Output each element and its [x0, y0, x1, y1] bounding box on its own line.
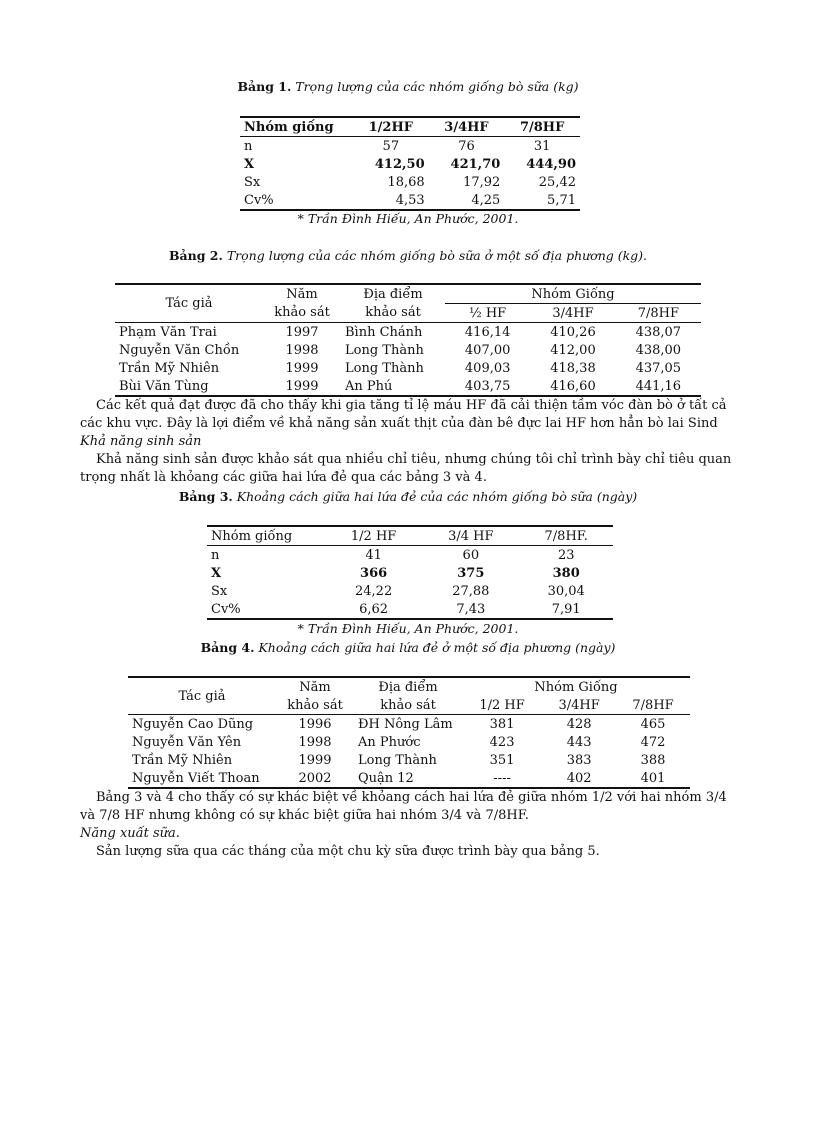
table-cell: 403,75 — [464, 378, 511, 394]
table4-header-group: Nhóm Giống — [534, 679, 618, 695]
table-cell: 416,14 — [464, 324, 511, 340]
table3-caption — [0, 489, 816, 504]
table-row — [207, 546, 613, 565]
table4-header-year: Năm — [299, 679, 331, 695]
table-cell: 441,16 — [635, 378, 682, 394]
table-cell: 410,26 — [550, 324, 596, 340]
table-row — [240, 173, 580, 191]
table-cell: 2002 — [298, 770, 332, 786]
table-cell: Long Thành — [345, 342, 424, 358]
table-cell: Nguyễn Viết Thoan — [132, 770, 260, 786]
table1-caption-text: Trọng lượng của các nhóm giống bò sữa (kg) — [295, 79, 579, 94]
table3-source: * Trần Đình Hiếu, An Phước, 2001. — [297, 621, 519, 636]
table2-header-year: Năm — [286, 286, 318, 302]
table-row — [128, 715, 690, 734]
table-row — [240, 137, 580, 156]
table-row — [115, 323, 701, 342]
table-cell: 351 — [489, 752, 515, 768]
table-cell: 381 — [489, 716, 515, 732]
table-row — [207, 600, 613, 619]
table2-caption-label: Bảng 2. — [168, 248, 223, 263]
table-cell: 30,04 — [547, 583, 585, 599]
table4-header-sub: 3/4HF — [558, 697, 600, 713]
table-row — [207, 582, 613, 600]
paragraph-line: Bảng 3 và 4 cho thấy có sự khác biệt về khỏang cách hai lứa đẻ giữa nhóm 1/2 với hai nhóm 3/4 — [96, 790, 727, 805]
table-cell: 76 — [458, 138, 475, 154]
table4-header-sub: 7/8HF — [632, 697, 674, 713]
table2 — [115, 283, 701, 397]
section-heading: Khả năng sinh sản — [80, 434, 202, 449]
table-cell: 1996 — [298, 716, 332, 732]
table-row — [115, 359, 701, 377]
table-row — [128, 769, 690, 788]
table-cell: Long Thành — [345, 360, 424, 376]
table-cell: 366 — [360, 565, 388, 581]
table-cell: 1999 — [298, 752, 332, 768]
table1-caption — [0, 79, 816, 94]
table-row — [240, 155, 580, 173]
table-cell: 443 — [566, 734, 592, 750]
table-cell: 6,62 — [359, 601, 389, 617]
table-cell: Long Thành — [358, 752, 437, 768]
paragraph-line: Khả năng sinh sản được khảo sát qua nhiều chỉ tiêu, nhưng chúng tôi chỉ trình bày chỉ tiêu quan — [96, 452, 732, 467]
table-cell: ---- — [493, 770, 511, 786]
table-cell: 438,07 — [635, 324, 682, 340]
table-row — [207, 564, 613, 582]
table-cell: Nguyễn Cao Dũng — [132, 716, 254, 732]
table4-caption-label: Bảng 4. — [200, 640, 255, 655]
table-cell: 7,91 — [551, 601, 581, 617]
table-cell: Sx — [211, 583, 228, 599]
table3 — [207, 525, 613, 620]
table-cell: Trần Mỹ Nhiên — [132, 752, 233, 768]
table2-caption — [0, 248, 816, 263]
table1-caption-label: Bảng 1. — [237, 79, 292, 94]
table4-header-sub: 1/2 HF — [479, 697, 525, 713]
table4-header-author: Tác giả — [128, 677, 276, 715]
table-cell: Cv% — [211, 601, 241, 617]
table2-header-group: Nhóm Giống — [445, 284, 701, 304]
table-cell: Bùi Văn Tùng — [119, 378, 209, 394]
table-cell: X — [211, 565, 222, 581]
paragraph-line: Sản lượng sữa qua các tháng của một chu kỳ sữa được trình bày qua bảng 5. — [96, 844, 600, 859]
table2-header-row — [115, 284, 701, 304]
table-cell: 4,25 — [471, 192, 501, 208]
table-cell: X — [244, 156, 255, 172]
table-row — [128, 733, 690, 751]
table-cell: 388 — [640, 752, 666, 768]
table-cell: 407,00 — [464, 342, 511, 358]
table4-caption — [0, 640, 816, 655]
table-row — [240, 191, 580, 210]
table-cell: n — [244, 138, 253, 154]
table-cell: 17,92 — [463, 174, 501, 190]
table-cell: n — [211, 547, 220, 563]
table-cell: Nguyễn Văn Yên — [132, 734, 242, 750]
table-cell: 418,38 — [550, 360, 596, 376]
table-cell: Nguyễn Văn Chồn — [119, 342, 240, 358]
table3-caption-label: Bảng 3. — [178, 489, 233, 504]
table-cell: 444,90 — [526, 156, 576, 172]
table2-header-year: khảo sát — [274, 305, 330, 321]
table2-header-sub: 3/4HF — [552, 305, 594, 321]
table1-header: Nhóm giống — [244, 119, 334, 135]
table-row — [128, 751, 690, 769]
table4-header-place: Địa điểm — [378, 679, 438, 695]
table-cell: 380 — [552, 565, 580, 581]
table-cell: 409,03 — [464, 360, 511, 376]
table4-caption-text: Khoảng cách giữa hai lứa đẻ ở một số địa phương (ngày) — [258, 640, 616, 655]
table1-header: 7/8HF — [519, 119, 565, 135]
table2-header-place: khảo sát — [365, 305, 421, 321]
paragraph-line: và 7/8 HF nhưng không có sự khác biệt giữa hai nhóm 3/4 và 7/8HF. — [80, 808, 529, 823]
table-cell: 416,60 — [550, 378, 596, 394]
table-cell: 472 — [640, 734, 666, 750]
table-cell: Cv% — [244, 192, 274, 208]
table-cell: 383 — [566, 752, 592, 768]
table-cell: 23 — [557, 547, 575, 563]
table3-header: 3/4 HF — [448, 528, 494, 544]
table3-header: Nhóm giống — [211, 528, 293, 544]
table-cell: Bình Chánh — [345, 324, 423, 340]
table1-header-row — [240, 117, 580, 137]
table2-header-place: Địa điểm — [363, 286, 423, 302]
table-cell: 421,70 — [450, 156, 501, 172]
table2-caption-text: Trọng lượng của các nhóm giống bò sữa ở một số địa phương (kg). — [226, 248, 648, 263]
table-cell: 24,22 — [355, 583, 393, 599]
table-cell: ĐH Nông Lâm — [358, 716, 453, 732]
table-cell: 1998 — [285, 342, 319, 358]
table4 — [128, 676, 690, 789]
table2-header-author: Tác giả — [115, 284, 263, 323]
table-cell: Quận 12 — [358, 770, 414, 786]
table-cell: 412,00 — [550, 342, 596, 358]
table-cell: 31 — [533, 138, 551, 154]
section-heading: Năng xuất sữa. — [80, 826, 180, 841]
table1 — [240, 116, 580, 211]
table-cell: 412,50 — [374, 156, 425, 172]
table-cell: Phạm Văn Trai — [119, 324, 217, 340]
table-cell: 18,68 — [387, 174, 425, 190]
table-cell: 438,00 — [635, 342, 682, 358]
table-cell: Trần Mỹ Nhiên — [119, 360, 220, 376]
table-cell: 437,05 — [635, 360, 682, 376]
table-cell: 27,88 — [452, 583, 490, 599]
table-cell: 7,43 — [456, 601, 486, 617]
table-cell: 375 — [457, 565, 485, 581]
table3-header: 1/2 HF — [350, 528, 397, 544]
table4-header-place: khảo sát — [380, 697, 436, 713]
table-row — [115, 341, 701, 359]
table-cell: 1999 — [285, 378, 319, 394]
table3-header-row — [207, 526, 613, 546]
table3-caption-text: Khoảng cách giữa hai lứa đẻ của các nhóm giống bò sữa (ngày) — [236, 489, 638, 504]
table-cell: 465 — [640, 716, 666, 732]
table4-header-year: khảo sát — [287, 697, 343, 713]
table-cell: 4,53 — [395, 192, 425, 208]
table-row — [115, 377, 701, 396]
table-cell: An Phước — [358, 734, 421, 750]
table-cell: 1998 — [298, 734, 332, 750]
table-cell: 60 — [462, 547, 480, 563]
table-cell: 428 — [566, 716, 592, 732]
table-cell: 423 — [489, 734, 515, 750]
table-cell: 25,42 — [538, 174, 576, 190]
table-cell: 57 — [382, 138, 400, 154]
paragraph-line: các khu vực. Đây là lợi điểm về khả năng sản xuất thịt của đàn bê đực lai HF hơn hẳn bò lai Sind — [80, 416, 718, 431]
table-cell: 41 — [365, 547, 382, 563]
table1-header: 1/2HF — [368, 119, 413, 135]
table3-header: 7/8HF. — [544, 528, 588, 544]
table-cell: 1999 — [285, 360, 319, 376]
table-cell: 1997 — [285, 324, 319, 340]
paragraph-2 — [80, 789, 740, 861]
table-cell: Sx — [244, 174, 261, 190]
table4-header-row — [128, 677, 690, 696]
table1-source: * Trần Đình Hiếu, An Phước, 2001. — [297, 211, 519, 226]
paragraph-line: trọng nhất là khỏang các giữa hai lứa đẻ qua các bảng 3 và 4. — [80, 470, 487, 485]
table1-header: 3/4HF — [444, 119, 489, 135]
table-cell: An Phú — [345, 378, 393, 394]
paragraph-line: Các kết quả đạt được đã cho thấy khi gia tăng tỉ lệ máu HF đã cải thiện tầm vóc đàn bò ở tất cả — [96, 398, 727, 413]
table-cell: 401 — [640, 770, 666, 786]
table-cell: 5,71 — [547, 192, 576, 208]
paragraph-1 — [80, 397, 740, 487]
table-cell: 402 — [566, 770, 592, 786]
table2-header-sub: 7/8HF — [637, 305, 679, 321]
table2-header-sub: ½ HF — [469, 305, 507, 321]
